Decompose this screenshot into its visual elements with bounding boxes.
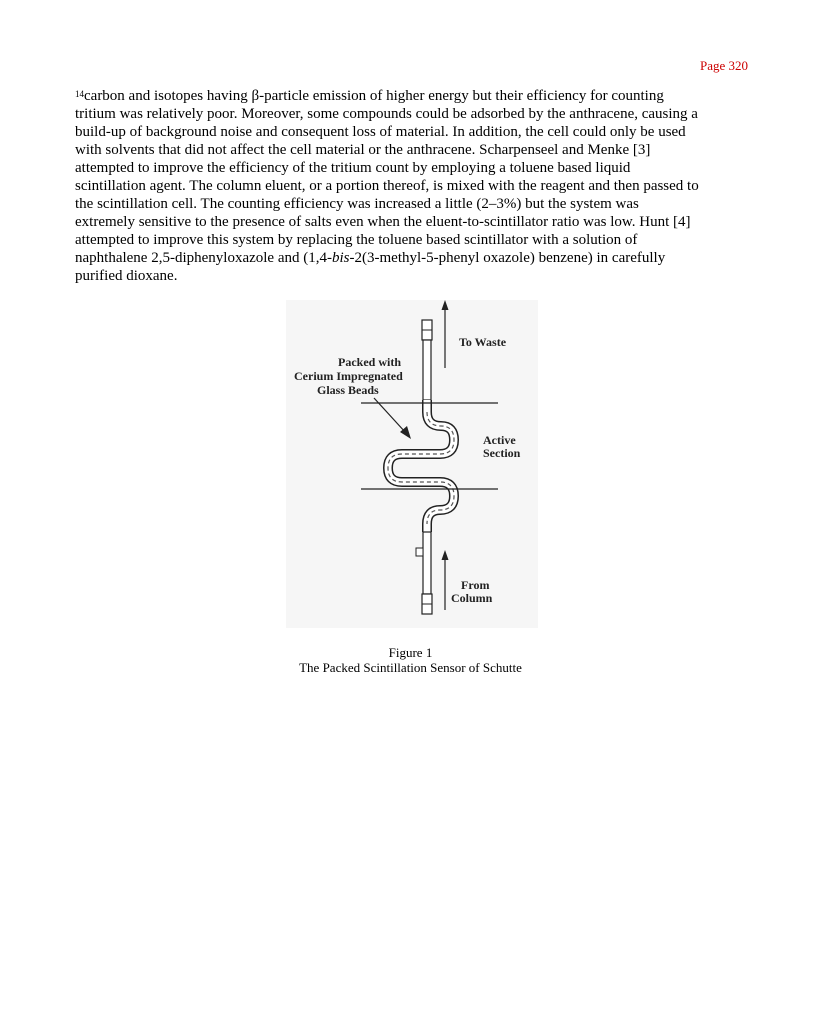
label-from-line2: Column [451, 591, 493, 605]
paragraph-italic-bis: bis [332, 250, 350, 266]
serpentine-tube-interior [388, 400, 454, 532]
to-waste-arrow-head [442, 300, 449, 310]
side-port [416, 548, 423, 556]
lower-tube [423, 532, 431, 594]
from-column-arrow-head [442, 550, 449, 560]
sensor-diagram [286, 300, 538, 628]
figure-scintillation-sensor [286, 300, 538, 628]
label-from-line1: From [461, 578, 490, 592]
label-packed-line3: Glass Beads [317, 383, 379, 397]
label-packed-line2: Cerium Impregnated [294, 369, 403, 383]
paragraph-text-main: carbon and isotopes having β-particle emission of higher energy but their efficiency for counting tritium was relatively poor. Moreover, some compounds could be adsorbed by the anthracene, causing a build-up of background noise and consequent loss of material. In addition, the cell could only be used with solvents that did not affect the cell material or the anthracene. Scharpenseel and Menke [3] attempted to improve the efficiency of the tritium count by employing a toluene based liquid scintillation agent. The column eluent, or a portion thereof, is mixed with the reagent and then passed to the scintillation cell. The counting efficiency was increased a little (2–3%) but the system was extremely sensitive to the presence of salts even when the eluent-to-scintillator ratio was low. Hunt [4] attempted to improve this system by replacing the toluene based scintillator with a solution of naphthalene 2,5-diphenyloxazole and (1,4- [75, 88, 699, 266]
label-packed-line1: Packed with [338, 355, 401, 369]
upper-tube [423, 340, 431, 400]
superscript-14: 14 [75, 89, 84, 99]
paragraph-text-end: -2(3-methyl-5-phenyl oxazole) benzene) in carefully purified dioxane. [75, 250, 666, 284]
figure-caption-number: Figure 1 [388, 645, 433, 660]
page-number: Page 320 [699, 58, 748, 73]
label-to-waste: To Waste [459, 335, 507, 349]
label-active-line1: Active [483, 433, 516, 447]
figure-caption-title: The Packed Scintillation Sensor of Schutte [299, 660, 522, 675]
body-paragraph [75, 87, 751, 285]
label-active-line2: Section [483, 446, 521, 460]
